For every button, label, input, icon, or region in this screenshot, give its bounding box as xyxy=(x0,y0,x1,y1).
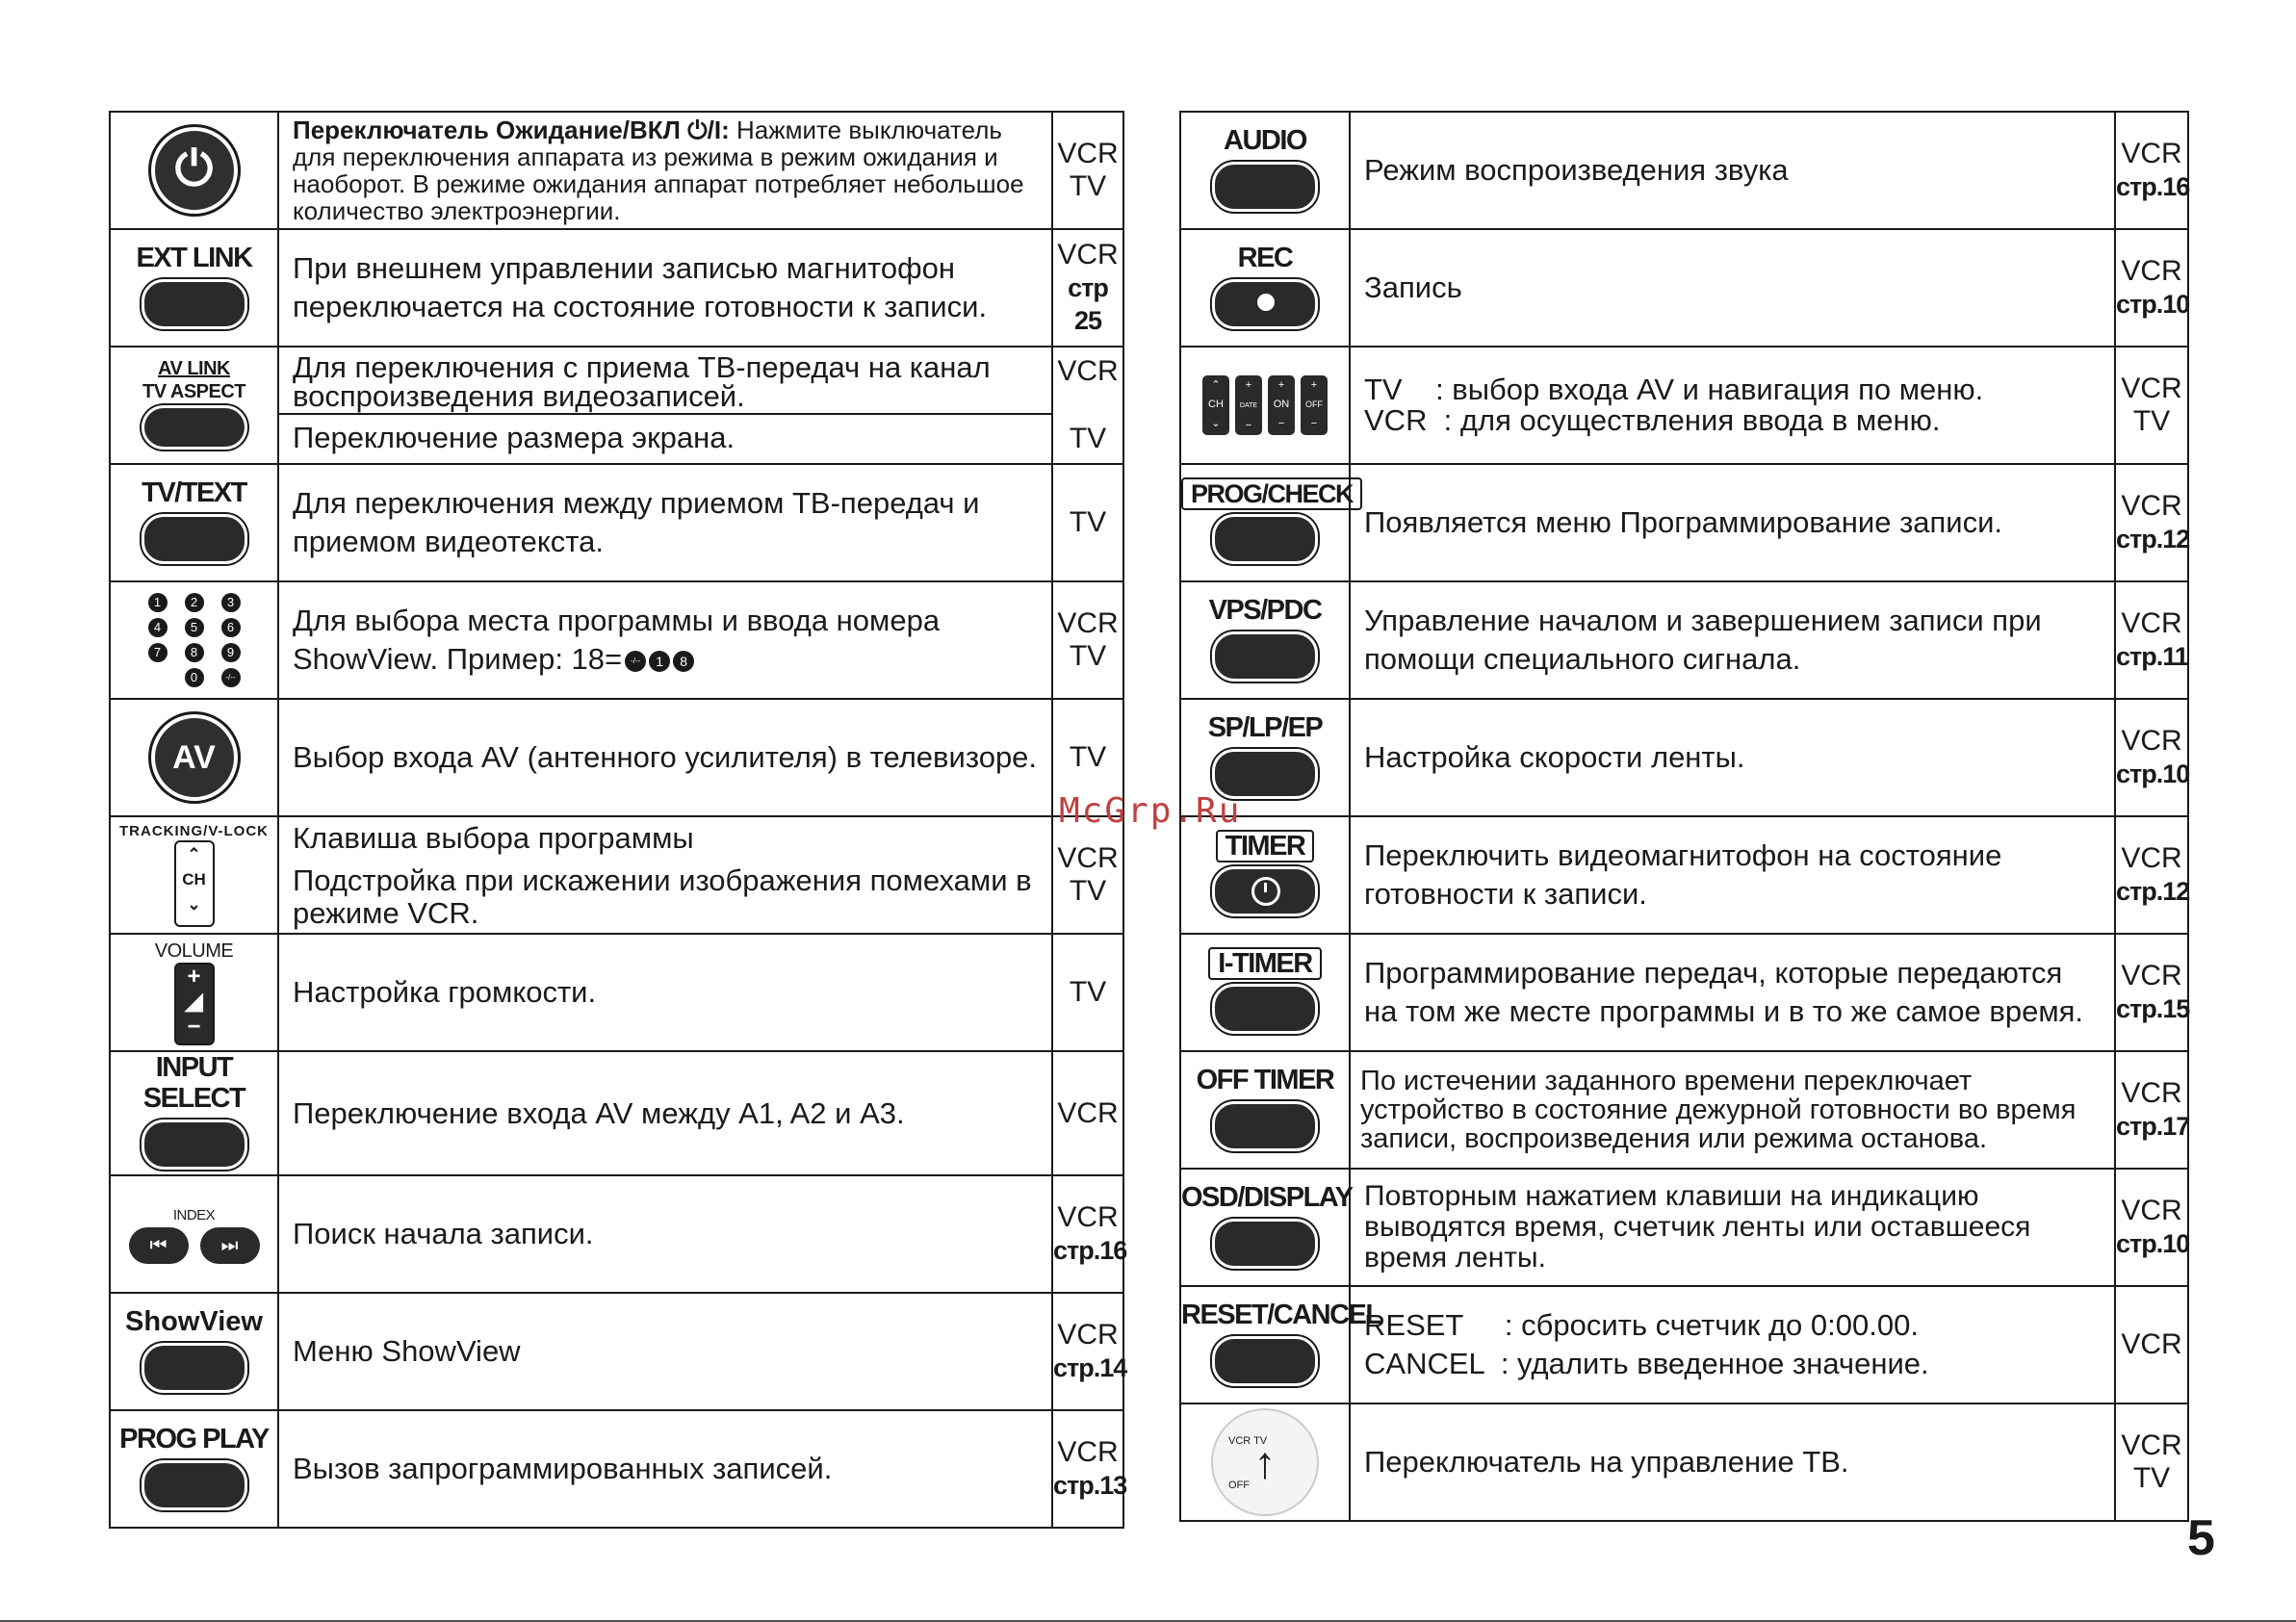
av-link-desc: Для переключения с приема ТВ-передач на канал воспроизведения видеозаписей. xyxy=(279,349,1051,415)
av-link-button xyxy=(142,405,247,450)
mode-tv: TV xyxy=(1069,170,1107,202)
page-ref: стр.10 xyxy=(2116,1229,2190,1258)
mini-key-label: DATE xyxy=(1239,402,1258,409)
timer-key-group xyxy=(1202,375,1328,435)
mode-vcr: VCR xyxy=(1057,1436,1119,1468)
index-button-cell xyxy=(110,1175,278,1293)
switch-label: VCR TV xyxy=(1228,1435,1268,1447)
osd-button-cell xyxy=(1180,1169,1353,1286)
power-desc-bold: Переключатель Ожидание/ВКЛ ⏻/I: xyxy=(293,116,730,144)
arrow-up-icon: ↑ xyxy=(1253,1437,1277,1487)
tv-switch-cell xyxy=(1180,1403,1350,1521)
ch-label: CH xyxy=(182,870,206,888)
audio-button-cell xyxy=(1180,112,1350,229)
table-row xyxy=(1180,934,2188,1051)
index-description: Поиск начала записи. xyxy=(278,1175,1052,1293)
table-row xyxy=(1180,347,2188,464)
table-row xyxy=(110,464,1123,581)
mode-tv: TV xyxy=(2132,1462,2171,1494)
page-number: 5 xyxy=(2187,1510,2215,1566)
mode-tv: TV xyxy=(1069,741,1107,773)
table-row xyxy=(110,934,1123,1051)
vcr-desc: VCR : для осуществления ввода в меню. xyxy=(1364,403,1941,437)
channel-rocker xyxy=(174,840,215,927)
vps-pdc-button-cell xyxy=(1180,581,1350,699)
mode-cell xyxy=(2115,816,2188,934)
mode-tv: TV xyxy=(1069,875,1107,907)
mode-vcr: VCR xyxy=(2121,1195,2182,1226)
cancel-desc: CANCEL : удалить введенное значение. xyxy=(1364,1347,1929,1380)
timer-button xyxy=(1212,866,1318,916)
power-icon: ⏻ xyxy=(151,127,238,214)
page-ref: стр.15 xyxy=(2116,994,2190,1023)
skip-forward-icon: ⏭ xyxy=(200,1227,260,1264)
av-link-description xyxy=(278,347,1052,464)
right-function-table xyxy=(1179,111,2189,1522)
table-row xyxy=(1180,816,2188,934)
page-ref: стр.16 xyxy=(2116,172,2190,201)
dash-key: -/-- xyxy=(221,668,241,687)
mode-vcr: VCR xyxy=(2121,1077,2182,1109)
timer-keys-cell xyxy=(1180,347,1350,464)
audio-label: AUDIO xyxy=(1224,124,1306,156)
mode-vcr: VCR xyxy=(1057,355,1119,387)
mode-cell xyxy=(1052,1175,1127,1293)
number-keys-cell xyxy=(110,581,278,699)
page-ref: стр.13 xyxy=(1053,1471,1127,1500)
table-row xyxy=(1180,1169,2188,1286)
on-key: + ON − xyxy=(1268,375,1295,435)
date-key: + DATE − xyxy=(1235,375,1262,435)
number-key: 1 xyxy=(148,593,168,612)
table-row xyxy=(110,1051,1123,1175)
mode-vcr: VCR xyxy=(2121,373,2182,404)
i-timer-button xyxy=(1212,984,1318,1034)
osd-button xyxy=(1212,1219,1318,1269)
mode-vcr: VCR xyxy=(2121,842,2182,874)
ext-link-button-cell xyxy=(110,229,278,347)
timer-button-cell xyxy=(1180,816,1350,934)
av-link-label: AV LINK xyxy=(157,357,230,379)
vps-pdc-label: VPS/PDC xyxy=(1208,594,1322,626)
ext-link-button xyxy=(142,279,247,329)
timer-keys-description xyxy=(1350,347,2115,464)
prog-check-description: Появляется меню Программирование записи. xyxy=(1350,464,2115,581)
mode-vcr: VCR xyxy=(2121,1328,2182,1360)
mode-vcr: VCR xyxy=(1057,138,1119,169)
volume-rocker xyxy=(174,963,215,1045)
page-ref: стр.14 xyxy=(1053,1353,1127,1382)
prog-check-label: PROG/CHECK xyxy=(1181,477,1362,510)
showview-label: ShowView xyxy=(125,1305,263,1337)
tv-text-button xyxy=(142,514,247,564)
rec-button-cell xyxy=(1180,229,1350,347)
tracking-desc-2: Подстройка при искажении изображения помехами в режиме VCR. xyxy=(293,863,1032,930)
off-key: + OFF − xyxy=(1301,375,1328,435)
switch-sublabel: OFF xyxy=(1228,1480,1250,1491)
speed-description: Настройка скорости ленты. xyxy=(1350,699,2115,816)
mode-vcr: VCR xyxy=(1057,1096,1119,1129)
tracking-label: TRACKING/V-LOCK xyxy=(119,823,269,839)
power-description xyxy=(278,112,1052,229)
number-key: 7 xyxy=(148,643,168,662)
prog-check-button xyxy=(1212,514,1318,564)
mode-tv: TV xyxy=(1069,640,1107,672)
audio-button xyxy=(1212,162,1318,212)
off-timer-button xyxy=(1212,1101,1318,1151)
mode-cell xyxy=(2115,934,2188,1051)
mode-vcr: VCR xyxy=(2121,725,2182,757)
mode-vcr: VCR xyxy=(2121,490,2182,522)
tv-aspect-desc: Переключение размера экрана. xyxy=(293,421,735,454)
table-row xyxy=(110,816,1123,934)
table-row xyxy=(110,1410,1123,1528)
page-ref: стр.17 xyxy=(2116,1112,2190,1141)
av-button: AV xyxy=(151,714,238,801)
example-key: 8 xyxy=(673,651,694,672)
mode-vcr: VCR xyxy=(1057,607,1119,639)
rec-description: Запись xyxy=(1350,229,2115,347)
reset-cancel-label: RESET/CANCEL xyxy=(1181,1299,1381,1330)
ext-link-label: EXT LINK xyxy=(136,242,252,273)
mode-cell xyxy=(2115,1403,2188,1521)
table-row xyxy=(110,1293,1123,1410)
mode-cell xyxy=(1052,934,1123,1051)
mode-cell xyxy=(1052,229,1123,347)
mode-cell xyxy=(2115,699,2188,816)
mode-cell xyxy=(2115,581,2188,699)
mode-cell xyxy=(2115,229,2188,347)
rec-label: REC xyxy=(1237,242,1293,273)
number-keys-description xyxy=(278,581,1052,699)
mode-cell xyxy=(1052,1410,1127,1528)
table-row xyxy=(1180,1403,2188,1521)
mode-vcr: VCR xyxy=(1057,1201,1119,1233)
table-row xyxy=(1180,1051,2188,1169)
reset-cancel-description xyxy=(1350,1286,2115,1403)
tv-aspect-label: TV ASPECT xyxy=(142,380,245,402)
showview-button-cell xyxy=(110,1293,278,1410)
number-key: 6 xyxy=(221,618,241,637)
tracking-button-cell xyxy=(110,816,278,934)
number-key: 3 xyxy=(221,593,241,612)
i-timer-label: I-TIMER xyxy=(1208,947,1321,980)
showview-button xyxy=(142,1343,247,1393)
mode-cell xyxy=(1052,464,1123,581)
i-timer-button-cell xyxy=(1180,934,1350,1051)
watermark: McGrp.Ru xyxy=(1059,791,1242,831)
power-button-cell xyxy=(110,112,278,229)
table-row xyxy=(1180,1286,2188,1403)
mode-cell xyxy=(2115,464,2188,581)
page-ref: стр.12 xyxy=(2116,525,2190,554)
mode-tv: TV xyxy=(1069,423,1107,454)
table-row xyxy=(110,1175,1123,1293)
audio-description: Режим воспроизведения звука xyxy=(1350,112,2115,229)
example-key: 1 xyxy=(649,651,670,672)
number-key: 8 xyxy=(185,643,204,662)
volume-button-cell xyxy=(110,934,278,1051)
table-row xyxy=(1180,112,2188,229)
mini-key-label: OFF xyxy=(1305,399,1323,409)
prog-play-button xyxy=(142,1460,247,1510)
ext-link-description: При внешнем управлении записью магнитофон переключается на состояние готовности к записи. xyxy=(278,229,1052,347)
power-desc-text: Нажмите выключатель для переключения аппарата из режима в режим ожидания и наоборот. В режиме ожидания аппарат потребляет небольшое количество электроэнергии. xyxy=(293,116,1024,225)
minus-icon: − xyxy=(187,1014,201,1040)
table-row xyxy=(110,581,1123,699)
mode-cell xyxy=(2115,1286,2188,1403)
example-key: -/-- xyxy=(625,651,646,672)
mode-tv: TV xyxy=(1069,976,1107,1008)
rec-button xyxy=(1212,279,1318,329)
osd-label: OSD/DISPLAY xyxy=(1181,1181,1353,1213)
tv-switch-description: Переключатель на управление ТВ. xyxy=(1350,1403,2115,1521)
mode-vcr: VCR xyxy=(1057,842,1119,874)
mode-vcr: VCR xyxy=(2121,255,2182,287)
vcr-tv-switch xyxy=(1211,1408,1319,1516)
mode-cell xyxy=(1052,581,1123,699)
number-keypad xyxy=(140,593,249,687)
clock-icon xyxy=(1251,877,1280,906)
mode-cell xyxy=(2115,112,2188,229)
input-select-button-cell xyxy=(110,1051,278,1175)
timer-description: Переключить видеомагнитофон на состояние готовности к записи. xyxy=(1350,816,2115,934)
table-row xyxy=(110,112,1123,229)
tv-text-button-cell xyxy=(110,464,278,581)
reset-cancel-button-cell xyxy=(1180,1286,1381,1403)
mode-cell xyxy=(1052,1051,1123,1175)
off-timer-label: OFF TIMER xyxy=(1196,1064,1334,1095)
mode-tv: TV xyxy=(1069,506,1107,538)
record-dot-icon xyxy=(1257,294,1275,311)
vps-pdc-description: Управление началом и завершением записи при помощи специального сигнала. xyxy=(1350,581,2115,699)
table-row xyxy=(110,229,1123,347)
showview-description: Меню ShowView xyxy=(278,1293,1052,1410)
volume-label: VOLUME xyxy=(154,940,234,962)
number-key: 4 xyxy=(148,618,168,637)
mini-key-label: CH xyxy=(1208,399,1224,410)
mode-cell xyxy=(2115,347,2188,464)
osd-description: Повторным нажатием клавиши на индикацию выводятся время, счетчик ленты или оставшееся время ленты. xyxy=(1350,1169,2115,1286)
mode-vcr: VCR xyxy=(2121,138,2182,169)
mode-cell xyxy=(1052,112,1123,229)
number-key: 5 xyxy=(185,618,204,637)
page-ref: стр.11 xyxy=(2116,642,2188,671)
prog-play-button-cell xyxy=(110,1410,278,1528)
volume-ramp-icon: ◢ xyxy=(185,989,203,1015)
chevron-down-icon: ⌄ xyxy=(187,895,201,914)
vps-pdc-button xyxy=(1212,631,1318,682)
tracking-description xyxy=(278,816,1052,934)
mode-vcr: VCR xyxy=(1057,239,1119,270)
page-ref: стр 25 xyxy=(1068,273,1108,335)
prog-check-button-cell xyxy=(1180,464,1354,581)
av-link-button-cell xyxy=(110,347,278,464)
mode-cell xyxy=(1052,816,1123,934)
mode-tv: TV xyxy=(2132,405,2171,437)
mini-key-label: ON xyxy=(1273,399,1290,410)
number-key: 2 xyxy=(185,593,204,612)
plus-icon: + xyxy=(187,964,201,990)
av-description: Выбор входа AV (антенного усилителя) в телевизоре. xyxy=(278,699,1052,816)
table-row xyxy=(1180,699,2188,816)
table-row xyxy=(110,699,1123,816)
page-ref: стр.10 xyxy=(2116,760,2190,788)
reset-desc: RESET : сбросить счетчик до 0:00.00. xyxy=(1364,1308,1919,1342)
mode-cell xyxy=(2115,1169,2188,1286)
off-timer-button-cell xyxy=(1180,1051,1350,1169)
page-ref: стр.12 xyxy=(2116,877,2190,906)
input-select-description: Переключение входа AV между A1, A2 и A3. xyxy=(278,1051,1052,1175)
input-select-button xyxy=(142,1120,247,1170)
page-ref: стр.16 xyxy=(1053,1236,1127,1265)
number-key: 0 xyxy=(185,668,204,687)
mode-cell xyxy=(1052,347,1123,464)
chevron-up-icon: ⌃ xyxy=(187,845,201,863)
tv-text-label: TV/TEXT xyxy=(142,476,246,508)
speed-label: SP/LP/EP xyxy=(1207,711,1323,743)
tv-desc: TV : выбор входа AV и навигация по меню. xyxy=(1364,373,1984,406)
av-button-cell xyxy=(110,699,278,816)
left-function-table xyxy=(109,111,1127,1529)
volume-description: Настройка громкости. xyxy=(278,934,1052,1051)
blank-key xyxy=(148,668,168,687)
mode-vcr: VCR xyxy=(2121,1429,2182,1461)
table-row xyxy=(110,347,1123,464)
table-row xyxy=(1180,581,2188,699)
ch-key: ⌃ CH ⌄ xyxy=(1202,375,1229,435)
mode-vcr: VCR xyxy=(2121,960,2182,991)
table-row xyxy=(1180,464,2188,581)
reset-cancel-button xyxy=(1212,1336,1318,1386)
timer-label: TIMER xyxy=(1216,830,1315,862)
tv-text-description: Для переключения между приемом ТВ-передач и приемом видеотекста. xyxy=(278,464,1052,581)
input-select-label: INPUT SELECT xyxy=(142,1052,245,1114)
table-row xyxy=(1180,229,2188,347)
number-keys-desc-text: Для выбора места программы и ввода номера ShowView. Пример: 18= xyxy=(293,604,941,676)
mode-vcr: VCR xyxy=(1057,1319,1119,1351)
number-key: 9 xyxy=(221,643,241,662)
tracking-desc-1: Клавиша выбора программы xyxy=(293,821,694,855)
mode-cell xyxy=(2115,1051,2188,1169)
skip-back-icon: ⏮ xyxy=(129,1227,189,1264)
index-label: INDEX xyxy=(172,1207,216,1223)
mode-cell xyxy=(1052,1293,1127,1410)
prog-play-description: Вызов запрограммированных записей. xyxy=(278,1410,1052,1528)
prog-play-label: PROG PLAY xyxy=(119,1423,269,1455)
off-timer-description: По истечении заданного времени переключает устройство в состояние дежурной готовности во время записи, воспроизведения или режима останова. xyxy=(1350,1051,2115,1169)
i-timer-description: Программирование передач, которые передаются на том же месте программы и в то же самое время. xyxy=(1350,934,2115,1051)
page-ref: стр.10 xyxy=(2116,290,2190,319)
mode-vcr: VCR xyxy=(2121,607,2182,639)
